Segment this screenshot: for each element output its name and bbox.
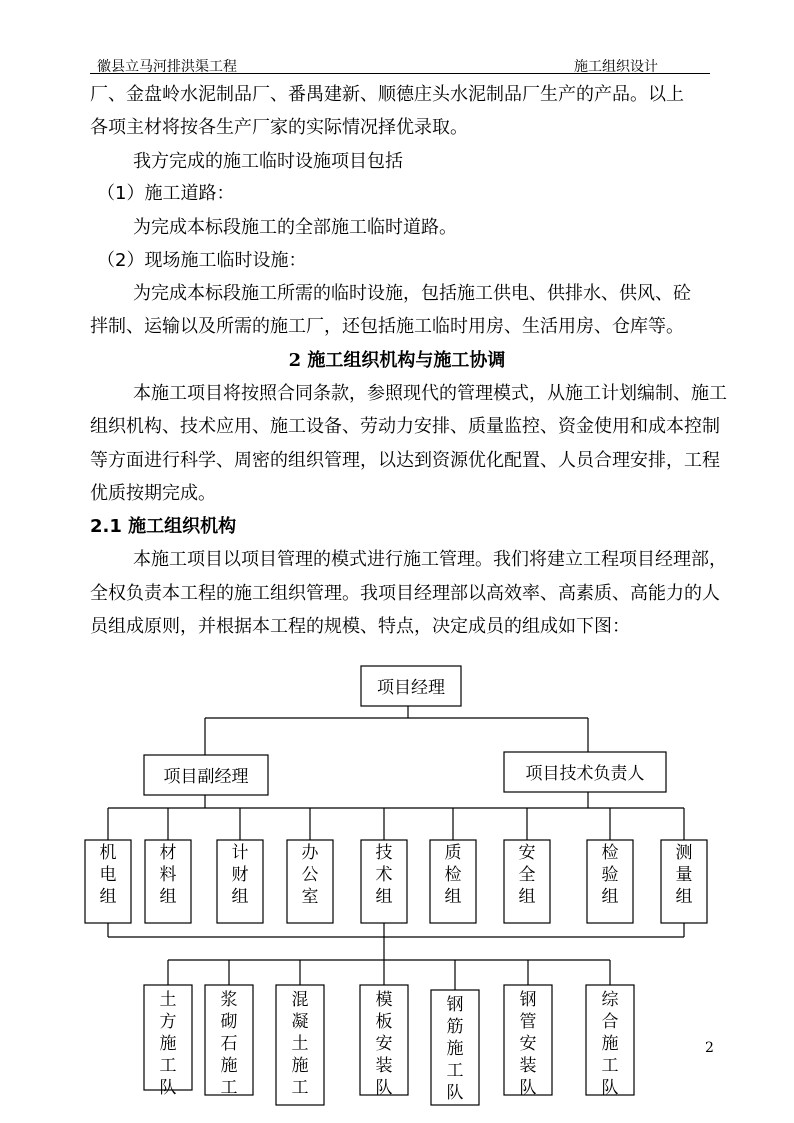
item-2-title: （2）现场施工临时设施： [97, 250, 307, 271]
org-label-group: 测量组 [675, 843, 693, 907]
item-1-title: （1）施工道路： [97, 183, 235, 204]
org-label-team: 钢筋施工队 [446, 995, 464, 1103]
org-label-group: 计财组 [231, 843, 249, 907]
item-2-text-1: 为完成本标段施工所需的临时设施，包括施工供电、供排水、供风、砼 [133, 283, 691, 304]
org-label-team: 钢管安装队 [519, 990, 537, 1098]
org-label-group: 材料组 [159, 843, 177, 907]
org-label-technical-lead: 项目技术负责人 [525, 764, 645, 784]
org-label-group: 技术组 [375, 843, 393, 907]
org-label-group: 办公室 [301, 843, 319, 907]
org-label-group: 安全组 [518, 843, 536, 907]
org-label-team: 混凝土施工 [291, 990, 309, 1098]
org-label-project-manager: 项目经理 [377, 678, 445, 698]
header-project-title: 徽县立马河排洪渠工程 [97, 59, 237, 75]
para-line-2: 组织机构、技术应用、施工设备、劳动力安排、质量监控、资金使用和成本控制 [90, 416, 720, 437]
body-line-3: 我方完成的施工临时设施项目包括 [133, 151, 403, 172]
para2-line-2: 全权负责本工程的施工组织管理。我项目经理部以高效率、高素质、高能力的人 [90, 583, 720, 604]
org-label-group: 质检组 [444, 843, 462, 907]
section-heading: 2 施工组织机构与施工协调 [288, 350, 506, 371]
org-label-deputy-manager: 项目副经理 [163, 767, 249, 787]
para-line-4: 优质按期完成。 [90, 483, 216, 504]
subsection-heading: 2.1 施工组织机构 [90, 516, 237, 537]
item-2-text-2: 拌制、运输以及所需的施工厂，还包括施工临时用房、生活用房、仓库等。 [90, 316, 684, 337]
page-number: 2 [705, 1040, 714, 1056]
item-1-text: 为完成本标段施工的全部施工临时道路。 [133, 217, 457, 238]
para-line-3: 等方面进行科学、周密的组织管理，以达到资源优化配置、人员合理安排，工程 [90, 450, 720, 471]
org-label-team: 综合施工队 [601, 990, 619, 1098]
org-label-team: 浆砌石施工 [220, 990, 238, 1098]
org-label-group: 机电组 [99, 843, 117, 907]
para-line-1: 本施工项目将按照合同条款，参照现代的管理模式，从施工计划编制、施工 [133, 383, 727, 404]
org-label-team: 模板安装队 [375, 990, 393, 1098]
body-line-2: 各项主材将按各生产厂家的实际情况择优录取。 [90, 117, 468, 138]
org-label-group: 检验组 [601, 843, 619, 907]
header-document-title: 施工组织设计 [574, 59, 658, 75]
para2-line-1: 本施工项目以项目管理的模式进行施工管理。我们将建立工程项目经理部， [133, 549, 727, 570]
para2-line-3: 员组成原则，并根据本工程的规模、特点，决定成员的组成如下图： [90, 616, 630, 637]
org-label-team: 土方施工队 [159, 990, 177, 1098]
body-line-1: 厂、金盘岭水泥制品厂、番禺建新、顺德庄头水泥制品厂生产的产品。以上 [90, 84, 684, 105]
